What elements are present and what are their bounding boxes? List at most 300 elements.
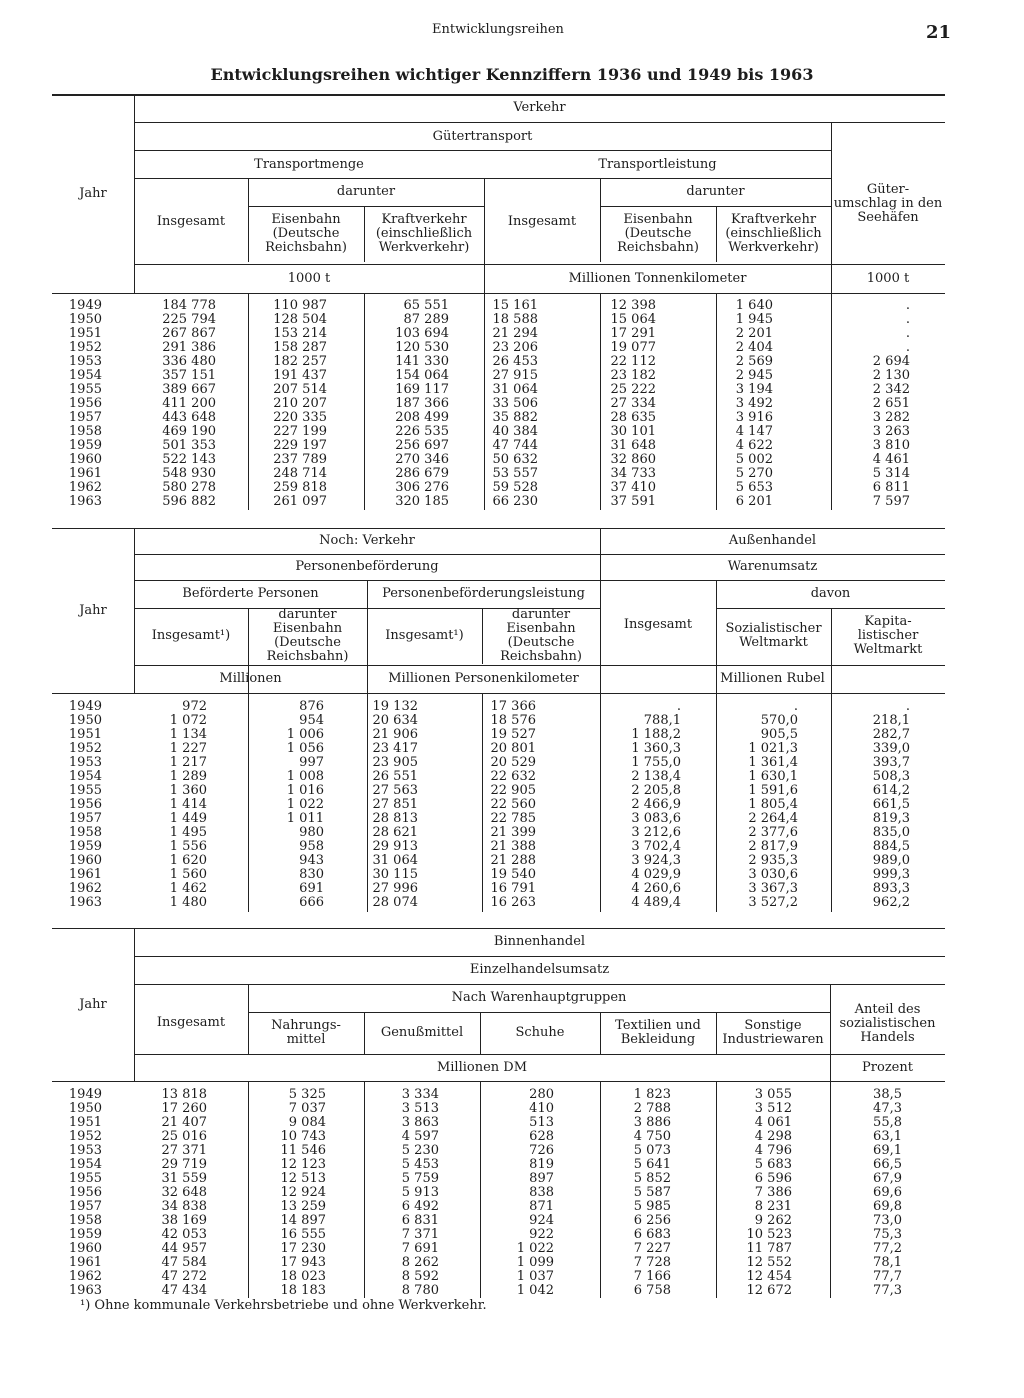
cell-value: 6 596	[754, 1171, 792, 1186]
cell-year: 1952	[68, 1129, 102, 1144]
table-row	[52, 798, 945, 812]
cell-value: 2 342	[872, 382, 910, 397]
cell-value: 4 461	[872, 452, 910, 467]
cell-value: 3 702,4	[631, 839, 681, 854]
header-insgesamt-2: Insgesamt	[507, 214, 577, 229]
header-insgesamt: Insgesamt	[156, 1015, 226, 1030]
table-row	[52, 341, 945, 355]
cell-value: 5 230	[401, 1143, 439, 1158]
cell-value: 286 679	[395, 466, 449, 481]
cell-value: 17 943	[280, 1255, 326, 1270]
cell-value: 2 817,9	[748, 839, 798, 854]
cell-value: 1 042	[516, 1283, 554, 1298]
table-row	[52, 1172, 945, 1186]
cell-year: 1959	[68, 438, 102, 453]
cell-year: 1959	[68, 1227, 102, 1242]
cell-value: 30 115	[372, 867, 418, 882]
cell-value: 35 882	[492, 410, 538, 425]
cell-value: 336 480	[162, 354, 216, 369]
cell-value: 47 272	[161, 1269, 207, 1284]
cell-value: 12 398	[610, 298, 656, 313]
cell-value: 256 697	[395, 438, 449, 453]
cell-value: 1 560	[169, 867, 207, 882]
page-number: 21	[926, 22, 952, 43]
header-umschlag: Güter- umschlag in den Seehäfen	[833, 182, 943, 225]
cell-year: 1950	[68, 312, 102, 327]
header-leistung: Personenbeförderungsleistung	[382, 586, 585, 601]
cell-value: 229 197	[273, 438, 327, 453]
cell-value: 169 117	[395, 382, 449, 397]
cell-value: 989,0	[872, 853, 910, 868]
cell-value: .	[905, 340, 910, 355]
cell-value: 28 074	[372, 895, 418, 910]
cell-value: 1 021,3	[748, 741, 798, 756]
cell-value: 31 064	[372, 853, 418, 868]
cell-value: 207 514	[273, 382, 327, 397]
table-header	[52, 94, 945, 294]
cell-value: 66,5	[873, 1157, 902, 1172]
cell-value: 14 897	[280, 1213, 326, 1228]
cell-value: 75,3	[873, 1227, 902, 1242]
cell-value: 980	[299, 825, 324, 840]
cell-value: 1 227	[169, 741, 207, 756]
unit-prozent: Prozent	[862, 1060, 913, 1075]
cell-value: 838	[529, 1185, 554, 1200]
cell-value: 3 527,2	[748, 895, 798, 910]
cell-value: 6 831	[401, 1213, 439, 1228]
cell-value: 22 905	[490, 783, 536, 798]
cell-year: 1960	[68, 1241, 102, 1256]
cell-year: 1962	[68, 480, 102, 495]
cell-value: 5 641	[633, 1157, 671, 1172]
cell-value: 5 453	[401, 1157, 439, 1172]
cell-value: 1 072	[169, 713, 207, 728]
cell-value: 19 132	[372, 699, 418, 714]
cell-value: 943	[299, 853, 324, 868]
table-body	[52, 299, 945, 509]
table-row	[52, 383, 945, 397]
cell-value: 4 029,9	[631, 867, 681, 882]
cell-value: 2 264,4	[748, 811, 798, 826]
header-eisenbahn-2: Eisenbahn (Deutsche Reichsbahn)	[617, 212, 699, 255]
header-jahr: Jahr	[79, 186, 107, 201]
table-row	[52, 495, 945, 509]
cell-year: 1956	[68, 1185, 102, 1200]
cell-value: 8 592	[401, 1269, 439, 1284]
cell-value: 1 008	[286, 769, 324, 784]
cell-value: 20 634	[372, 713, 418, 728]
table-header	[52, 928, 945, 1082]
header-verkehr: Verkehr	[513, 100, 566, 115]
cell-value: 628	[529, 1129, 554, 1144]
cell-value: 9 262	[754, 1213, 792, 1228]
cell-value: .	[905, 699, 910, 714]
cell-value: 37 410	[610, 480, 656, 495]
cell-value: 19 527	[490, 727, 536, 742]
cell-value: 78,1	[873, 1255, 902, 1270]
cell-value: 614,2	[872, 783, 910, 798]
cell-value: 237 789	[273, 452, 327, 467]
table-row	[52, 770, 945, 784]
cell-value: 42 053	[161, 1227, 207, 1242]
table-row	[52, 1200, 945, 1214]
table-row	[52, 700, 945, 714]
cell-value: 22 632	[490, 769, 536, 784]
cell-value: 1 289	[169, 769, 207, 784]
cell-value: 27 915	[492, 368, 538, 383]
cell-value: 270 346	[395, 452, 449, 467]
cell-value: 1 134	[169, 727, 207, 742]
cell-value: 2 205,8	[631, 783, 681, 798]
table-row	[52, 1228, 945, 1242]
header-insgesamt-pkm: Insgesamt¹)	[385, 628, 464, 643]
cell-value: 1 945	[735, 312, 773, 327]
cell-value: 21 288	[490, 853, 536, 868]
cell-value: 5 985	[633, 1199, 671, 1214]
cell-value: 443 648	[162, 410, 216, 425]
cell-value: 16 263	[490, 895, 536, 910]
header-sozialistisch: Sozialistischer Weltmarkt	[725, 621, 822, 650]
cell-value: 3 055	[754, 1087, 792, 1102]
cell-value: 1 620	[169, 853, 207, 868]
header-befoerderte: Beförderte Personen	[182, 586, 319, 601]
cell-value: 63,1	[873, 1129, 902, 1144]
cell-value: 23 206	[492, 340, 538, 355]
table-row	[52, 1242, 945, 1256]
cell-value: 25 016	[161, 1129, 207, 1144]
table-body	[52, 1088, 945, 1298]
cell-value: 3 083,6	[631, 811, 681, 826]
table-row	[52, 868, 945, 882]
cell-value: 11 787	[746, 1241, 792, 1256]
cell-value: 69,1	[873, 1143, 902, 1158]
cell-value: 411 200	[162, 396, 216, 411]
cell-value: 184 778	[162, 298, 216, 313]
cell-value: 3 513	[401, 1101, 439, 1116]
cell-value: 128 504	[273, 312, 327, 327]
cell-value: 12 924	[280, 1185, 326, 1200]
cell-value: 5 759	[401, 1171, 439, 1186]
cell-value: 1 495	[169, 825, 207, 840]
header-anteil: Anteil des sozialistischen Handels	[839, 1002, 936, 1045]
cell-value: 320 185	[395, 494, 449, 509]
cell-value: 3 512	[754, 1101, 792, 1116]
cell-value: 261 097	[273, 494, 327, 509]
cell-value: 44 957	[161, 1241, 207, 1256]
cell-year: 1953	[68, 755, 102, 770]
header-nahrungsmittel: Nahrungs- mittel	[271, 1018, 341, 1047]
cell-value: 1 360	[169, 783, 207, 798]
header-insgesamt-warenumsatz: Insgesamt	[623, 617, 693, 632]
cell-year: 1962	[68, 1269, 102, 1284]
cell-value: 1 022	[286, 797, 324, 812]
cell-year: 1954	[68, 769, 102, 784]
cell-value: 7 386	[754, 1185, 792, 1200]
cell-value: 267 867	[162, 326, 216, 341]
cell-year: 1962	[68, 881, 102, 896]
cell-value: 1 640	[735, 298, 773, 313]
cell-value: 29 719	[161, 1157, 207, 1172]
cell-value: 4 260,6	[631, 881, 681, 896]
cell-value: 26 551	[372, 769, 418, 784]
cell-value: 4 489,4	[631, 895, 681, 910]
cell-value: 47,3	[873, 1101, 902, 1116]
table-row	[52, 1186, 945, 1200]
cell-value: 1 755,0	[631, 755, 681, 770]
cell-value: 7 371	[401, 1227, 439, 1242]
table-row	[52, 1144, 945, 1158]
table-row	[52, 397, 945, 411]
cell-value: 259 818	[273, 480, 327, 495]
cell-value: 1 823	[633, 1087, 671, 1102]
cell-value: 5 852	[633, 1171, 671, 1186]
cell-value: 570,0	[760, 713, 798, 728]
table-row	[52, 1130, 945, 1144]
header-genussmittel: Genußmittel	[380, 1025, 464, 1040]
cell-value: 73,0	[873, 1213, 902, 1228]
cell-year: 1960	[68, 853, 102, 868]
cell-value: 997	[299, 755, 324, 770]
cell-year: 1961	[68, 1255, 102, 1270]
cell-value: 4 147	[735, 424, 773, 439]
cell-value: 38,5	[873, 1087, 902, 1102]
cell-year: 1963	[68, 895, 102, 910]
cell-value: 6 758	[633, 1283, 671, 1298]
cell-value: 10 743	[280, 1129, 326, 1144]
header-transportmenge: Transportmenge	[254, 157, 364, 172]
cell-year: 1951	[68, 326, 102, 341]
cell-value: 999,3	[872, 867, 910, 882]
cell-value: 53 557	[492, 466, 538, 481]
cell-value: 513	[529, 1115, 554, 1130]
cell-value: 3 367,3	[748, 881, 798, 896]
cell-value: 26 453	[492, 354, 538, 369]
cell-value: 27 334	[610, 396, 656, 411]
cell-year: 1961	[68, 466, 102, 481]
cell-value: 248 714	[273, 466, 327, 481]
cell-value: 182 257	[273, 354, 327, 369]
header-davon: davon	[810, 586, 851, 601]
cell-value: 120 530	[395, 340, 449, 355]
cell-value: 66 230	[492, 494, 538, 509]
cell-value: 191 437	[273, 368, 327, 383]
table-row	[52, 728, 945, 742]
cell-value: 28 813	[372, 811, 418, 826]
cell-value: 922	[529, 1227, 554, 1242]
cell-value: 7 597	[872, 494, 910, 509]
cell-value: 3 282	[872, 410, 910, 425]
cell-value: 69,6	[873, 1185, 902, 1200]
cell-value: 27 563	[372, 783, 418, 798]
cell-value: 10 523	[746, 1227, 792, 1242]
cell-value: 19 540	[490, 867, 536, 882]
cell-value: 5 002	[735, 452, 773, 467]
table-header	[52, 528, 945, 694]
cell-value: 21 906	[372, 727, 418, 742]
cell-value: 1 449	[169, 811, 207, 826]
cell-value: 2 466,9	[631, 797, 681, 812]
cell-value: 962,2	[872, 895, 910, 910]
cell-year: 1955	[68, 1171, 102, 1186]
cell-value: 3 334	[401, 1087, 439, 1102]
cell-value: 1 360,3	[631, 741, 681, 756]
cell-value: 27 371	[161, 1143, 207, 1158]
cell-value: 18 023	[280, 1269, 326, 1284]
cell-value: 55,8	[873, 1115, 902, 1130]
cell-value: 227 199	[273, 424, 327, 439]
cell-year: 1958	[68, 1213, 102, 1228]
cell-value: 11 546	[280, 1143, 326, 1158]
header-transportleistung: Transportleistung	[598, 157, 717, 172]
cell-year: 1951	[68, 727, 102, 742]
cell-year: 1963	[68, 494, 102, 509]
cell-value: 16 555	[280, 1227, 326, 1242]
table-row	[52, 1158, 945, 1172]
cell-year: 1949	[68, 699, 102, 714]
cell-value: 77,2	[873, 1241, 902, 1256]
header-kraftverkehr-1: Kraftverkehr (einschließlich Werkverkehr)	[375, 212, 473, 255]
unit-mio-pkm: Millionen Personenkilometer	[388, 671, 579, 686]
header-noch-verkehr: Noch: Verkehr	[319, 533, 415, 548]
cell-value: 3 263	[872, 424, 910, 439]
table-row	[52, 355, 945, 369]
cell-year: 1953	[68, 1143, 102, 1158]
cell-value: 1 480	[169, 895, 207, 910]
cell-value: 1 630,1	[748, 769, 798, 784]
cell-value: 12 552	[746, 1255, 792, 1270]
cell-value: 6 683	[633, 1227, 671, 1242]
cell-value: 33 506	[492, 396, 538, 411]
unit-1000t: 1000 t	[287, 271, 331, 286]
cell-value: 280	[529, 1087, 554, 1102]
cell-value: 31 648	[610, 438, 656, 453]
table-row	[52, 882, 945, 896]
cell-value: 6 811	[872, 480, 910, 495]
unit-millionen: Millionen	[219, 671, 282, 686]
cell-value: 501 353	[162, 438, 216, 453]
cell-value: 18 183	[280, 1283, 326, 1298]
cell-value: 1 022	[516, 1241, 554, 1256]
header-einzelhandel: Einzelhandelsumsatz	[469, 962, 610, 977]
cell-value: 1 037	[516, 1269, 554, 1284]
cell-value: 28 635	[610, 410, 656, 425]
cell-value: 596 882	[162, 494, 216, 509]
cell-value: 666	[299, 895, 324, 910]
cell-value: 5 314	[872, 466, 910, 481]
cell-value: 1 414	[169, 797, 207, 812]
cell-value: 819	[529, 1157, 554, 1172]
footnote: ¹) Ohne kommunale Verkehrsbetriebe und ohne Werkverkehr.	[80, 1298, 487, 1313]
cell-value: 17 291	[610, 326, 656, 341]
cell-value: 31 064	[492, 382, 538, 397]
cell-value: 87 289	[403, 312, 449, 327]
header-personenbefoerderung: Personenbeförderung	[295, 559, 439, 574]
cell-value: 876	[299, 699, 324, 714]
table-row	[52, 714, 945, 728]
table-row	[52, 896, 945, 910]
cell-value: 1 217	[169, 755, 207, 770]
cell-value: 220 335	[273, 410, 327, 425]
cell-value: 32 860	[610, 452, 656, 467]
cell-value: 1 805,4	[748, 797, 798, 812]
cell-value: 23 182	[610, 368, 656, 383]
cell-value: 5 683	[754, 1157, 792, 1172]
header-binnenhandel: Binnenhandel	[493, 934, 586, 949]
cell-value: 1 556	[169, 839, 207, 854]
table-row	[52, 742, 945, 756]
cell-value: 28 621	[372, 825, 418, 840]
cell-value: 954	[299, 713, 324, 728]
cell-value: 23 905	[372, 755, 418, 770]
cell-year: 1952	[68, 340, 102, 355]
cell-value: 5 587	[633, 1185, 671, 1200]
cell-value: 1 006	[286, 727, 324, 742]
cell-value: 21 294	[492, 326, 538, 341]
table-row	[52, 840, 945, 854]
unit-mio-dm: Millionen DM	[436, 1060, 528, 1075]
cell-value: 1 099	[516, 1255, 554, 1270]
cell-value: 4 597	[401, 1129, 439, 1144]
cell-value: 208 499	[395, 410, 449, 425]
table-row	[52, 1088, 945, 1102]
cell-value: 21 399	[490, 825, 536, 840]
cell-value: 141 330	[395, 354, 449, 369]
running-title: Entwicklungsreihen	[432, 22, 564, 37]
cell-value: 40 384	[492, 424, 538, 439]
cell-value: 5 653	[735, 480, 773, 495]
cell-year: 1957	[68, 1199, 102, 1214]
cell-value: 1 011	[286, 811, 324, 826]
header-jahr: Jahr	[79, 997, 107, 1012]
cell-value: 871	[529, 1199, 554, 1214]
cell-value: 29 913	[372, 839, 418, 854]
cell-value: 4 061	[754, 1115, 792, 1130]
header-textilien: Textilien und Bekleidung	[615, 1018, 701, 1047]
cell-value: 153 214	[273, 326, 327, 341]
cell-value: 6 256	[633, 1213, 671, 1228]
cell-value: 726	[529, 1143, 554, 1158]
header-aussenhandel: Außenhandel	[728, 533, 817, 548]
header-schuhe: Schuhe	[515, 1025, 565, 1040]
header-darunter-1: darunter	[336, 184, 396, 199]
cell-value: 4 298	[754, 1129, 792, 1144]
cell-value: 13 259	[280, 1199, 326, 1214]
cell-value: 3 492	[735, 396, 773, 411]
cell-value: 3 194	[735, 382, 773, 397]
cell-value: 31 559	[161, 1171, 207, 1186]
cell-value: 5 325	[288, 1087, 326, 1102]
table-row	[52, 1102, 945, 1116]
cell-value: 924	[529, 1213, 554, 1228]
cell-value: 3 924,3	[631, 853, 681, 868]
cell-value: 17 366	[490, 699, 536, 714]
cell-year: 1954	[68, 1157, 102, 1172]
header-warenumsatz: Warenumsatz	[727, 559, 818, 574]
cell-value: 65 551	[403, 298, 449, 313]
cell-value: 187 366	[395, 396, 449, 411]
cell-value: 4 750	[633, 1129, 671, 1144]
cell-value: 469 190	[162, 424, 216, 439]
cell-value: 410	[529, 1101, 554, 1116]
header-insgesamt-1: Insgesamt	[156, 214, 226, 229]
cell-value: 1 591,6	[748, 783, 798, 798]
cell-value: 17 260	[161, 1101, 207, 1116]
cell-year: 1956	[68, 797, 102, 812]
cell-value: 15 064	[610, 312, 656, 327]
cell-value: 27 996	[372, 881, 418, 896]
cell-value: 38 169	[161, 1213, 207, 1228]
table-row	[52, 1214, 945, 1228]
